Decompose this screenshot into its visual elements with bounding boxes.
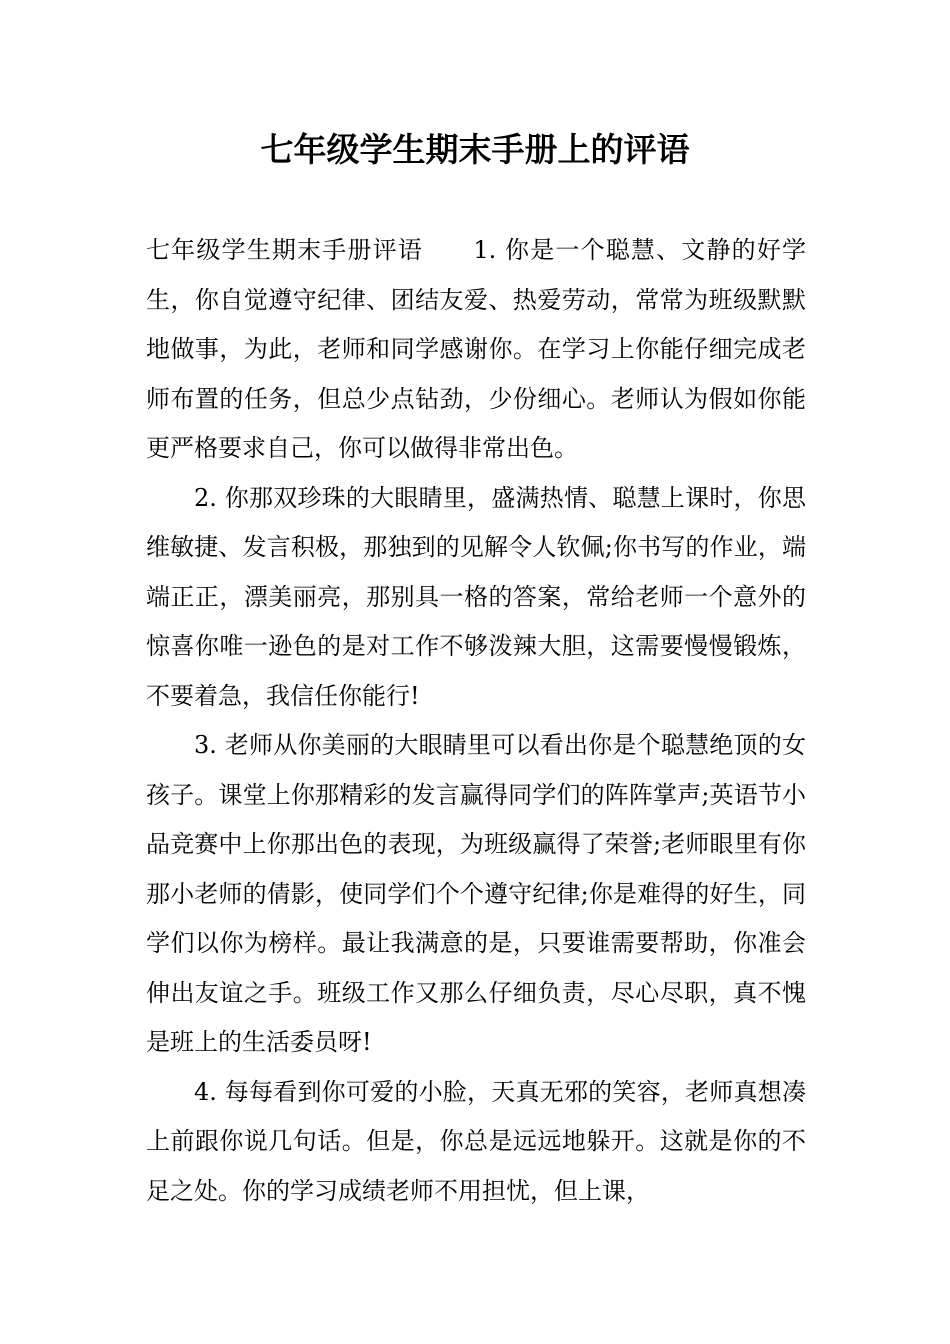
paragraph-4: 4. 每每看到你可爱的小脸，天真无邪的笑容，老师真想凑上前跟你说几句话。但是，你总是远远地躲开。这就是你的不足之处。你的学习成绩老师不用担忧，但上课， <box>146 1077 806 1205</box>
document-body <box>146 226 806 1216</box>
paragraph-3: 3. 老师从你美丽的大眼睛里可以看出你是个聪慧绝顶的女孩子。课堂上你那精彩的发言赢得同学们的阵阵掌声;英语节小品竞赛中上你那出色的表现，为班级赢得了荣誉;老师眼里有你那小老师的倩影，使同学们个个遵守纪律;你是难得的好生，同学们以你为榜样。最让我满意的是，只要谁需要帮助，你准会伸出友谊之手。班级工作又那么仔细负责，尽心尽职，真不愧是班上的生活委员呀! <box>146 731 806 1056</box>
paragraph-intro: 七年级学生期末手册评语 1. 你是一个聪慧、文静的好学生，你自觉遵守纪律、团结友爱、热爱劳动，常常为班级默默地做事，为此，老师和同学感谢你。在学习上你能仔细完成老师布置的任务，但总少点钻劲，少份细心。老师认为假如你能更严格要求自己，你可以做得非常出色。 <box>146 236 806 462</box>
page-title: 七年级学生期末手册上的评语 <box>260 130 690 169</box>
paragraph-2: 2. 你那双珍珠的大眼睛里，盛满热情、聪慧上课时，你思维敏捷、发言积极，那独到的见解令人钦佩;你书写的作业，端端正正，漂美丽亮，那别具一格的答案，常给老师一个意外的惊喜你唯一逊色的是对工作不够泼辣大胆，这需要慢慢锻炼，不要着急，我信任你能行! <box>146 483 806 710</box>
